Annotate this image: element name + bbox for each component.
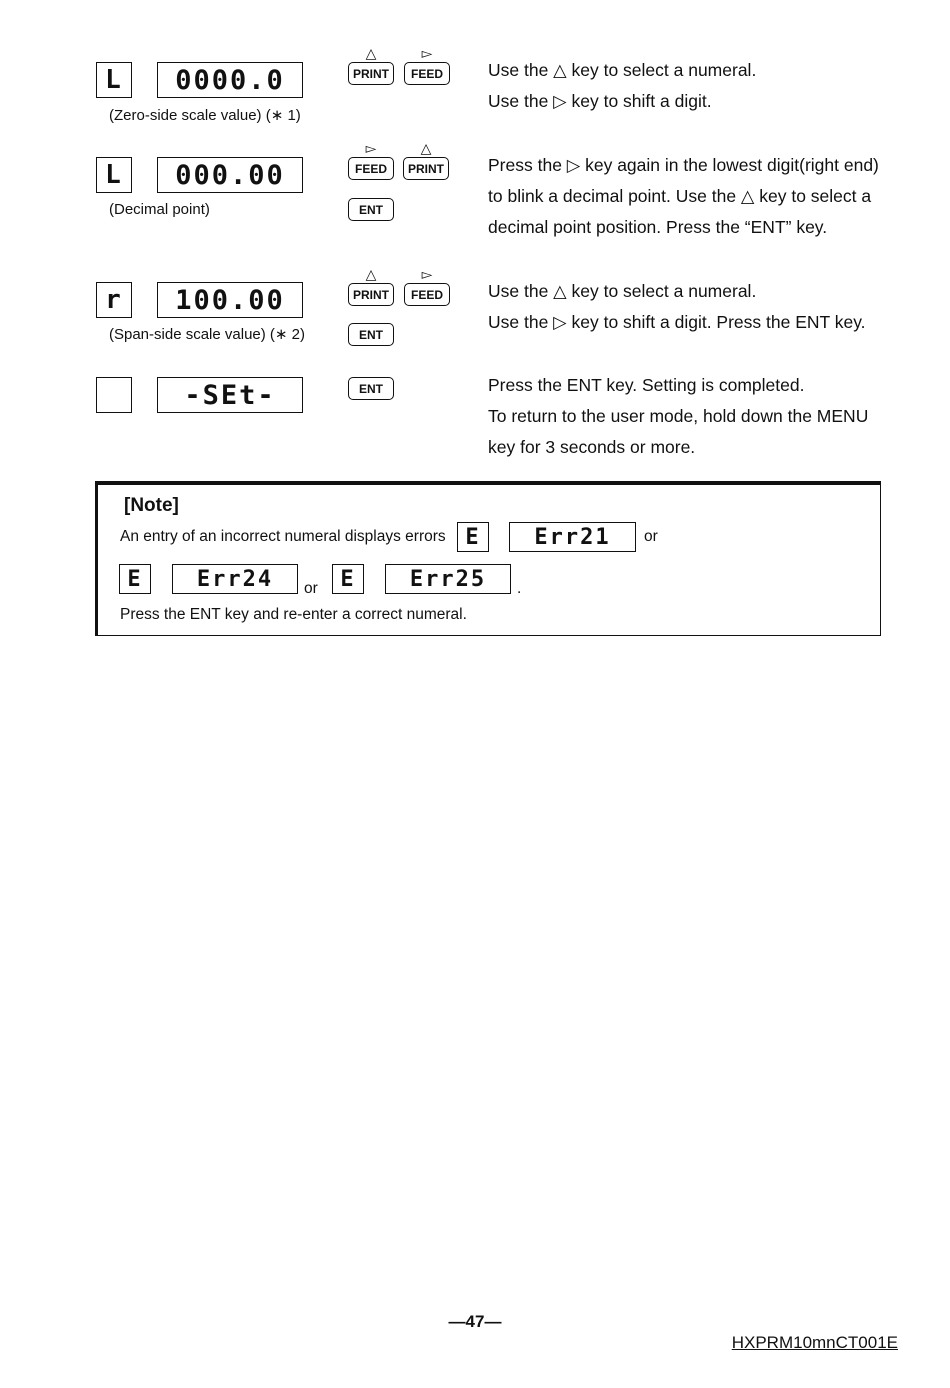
scale-display: 000.00 (157, 157, 303, 193)
mode-indicator (96, 377, 132, 413)
right-triangle-icon: ▻ (365, 140, 377, 156)
instruction-line: to blink a decimal point. Use the △ key to select a (488, 186, 872, 206)
print-key (403, 140, 449, 180)
step-caption: (Span-side scale value) (∗ 2) (109, 326, 305, 343)
instruction-line: Use the ▷ key to shift a digit. Press the ENT key. (488, 312, 866, 332)
right-triangle-icon: ▻ (421, 266, 433, 282)
up-triangle-icon: △ (365, 45, 377, 61)
error-mode-indicator: E (332, 564, 364, 594)
error-display: Err25 (385, 564, 511, 594)
set-display: -SEt- (157, 377, 303, 413)
key-label: PRINT (353, 287, 389, 302)
step-caption: (Zero-side scale value) (∗ 1) (109, 107, 301, 124)
error-display: Err24 (172, 564, 298, 594)
scale-display: 0000.0 (157, 62, 303, 98)
note-text: Press the ENT key and re-enter a correct numeral. (120, 606, 467, 623)
key-label: PRINT (353, 66, 389, 81)
note-title: [Note] (124, 495, 179, 516)
ent-key (348, 198, 394, 221)
key-label: FEED (354, 161, 387, 176)
key-label: FEED (410, 287, 443, 302)
step-caption: (Decimal point) (109, 201, 210, 218)
feed-key (404, 45, 450, 85)
up-triangle-icon: △ (420, 140, 432, 156)
right-triangle-icon: ▻ (421, 45, 433, 61)
error-display: Err21 (509, 522, 636, 552)
instruction-line: Use the △ key to select a numeral. (488, 281, 757, 301)
or-text: or (644, 528, 658, 545)
print-key (348, 45, 394, 85)
up-triangle-icon: △ (365, 266, 377, 282)
feed-key (348, 140, 394, 180)
instruction-line: key for 3 seconds or more. (488, 437, 696, 457)
instruction-line: Use the ▷ key to shift a digit. (488, 91, 712, 111)
or-text: or (304, 580, 318, 597)
key-label: ENT (359, 381, 383, 396)
instruction-line: Press the ▷ key again in the lowest digit(right end) (488, 155, 879, 175)
error-mode-indicator: E (119, 564, 151, 594)
instruction-line: Press the ENT key. Setting is completed. (488, 375, 805, 395)
key-label: ENT (359, 202, 383, 217)
print-key (348, 266, 394, 306)
key-label: FEED (410, 66, 443, 81)
scale-display: 100.00 (157, 282, 303, 318)
page-number: —47— (448, 1312, 502, 1331)
mode-indicator: L (96, 157, 132, 193)
instruction-line: Use the △ key to select a numeral. (488, 60, 757, 80)
instruction-line: To return to the user mode, hold down the MENU (488, 406, 869, 426)
note-text: An entry of an incorrect numeral displays errors (120, 528, 446, 545)
document-code: HXPRM10mnCT001E (731, 1333, 898, 1352)
ent-key (348, 377, 394, 400)
period-text: . (517, 580, 522, 597)
feed-key (404, 266, 450, 306)
error-mode-indicator: E (457, 522, 489, 552)
key-label: ENT (359, 327, 383, 342)
instruction-line: decimal point position. Press the “ENT” key. (488, 217, 828, 237)
mode-indicator: r (96, 282, 132, 318)
mode-indicator: L (96, 62, 132, 98)
ent-key (348, 323, 394, 346)
key-label: PRINT (408, 161, 444, 176)
